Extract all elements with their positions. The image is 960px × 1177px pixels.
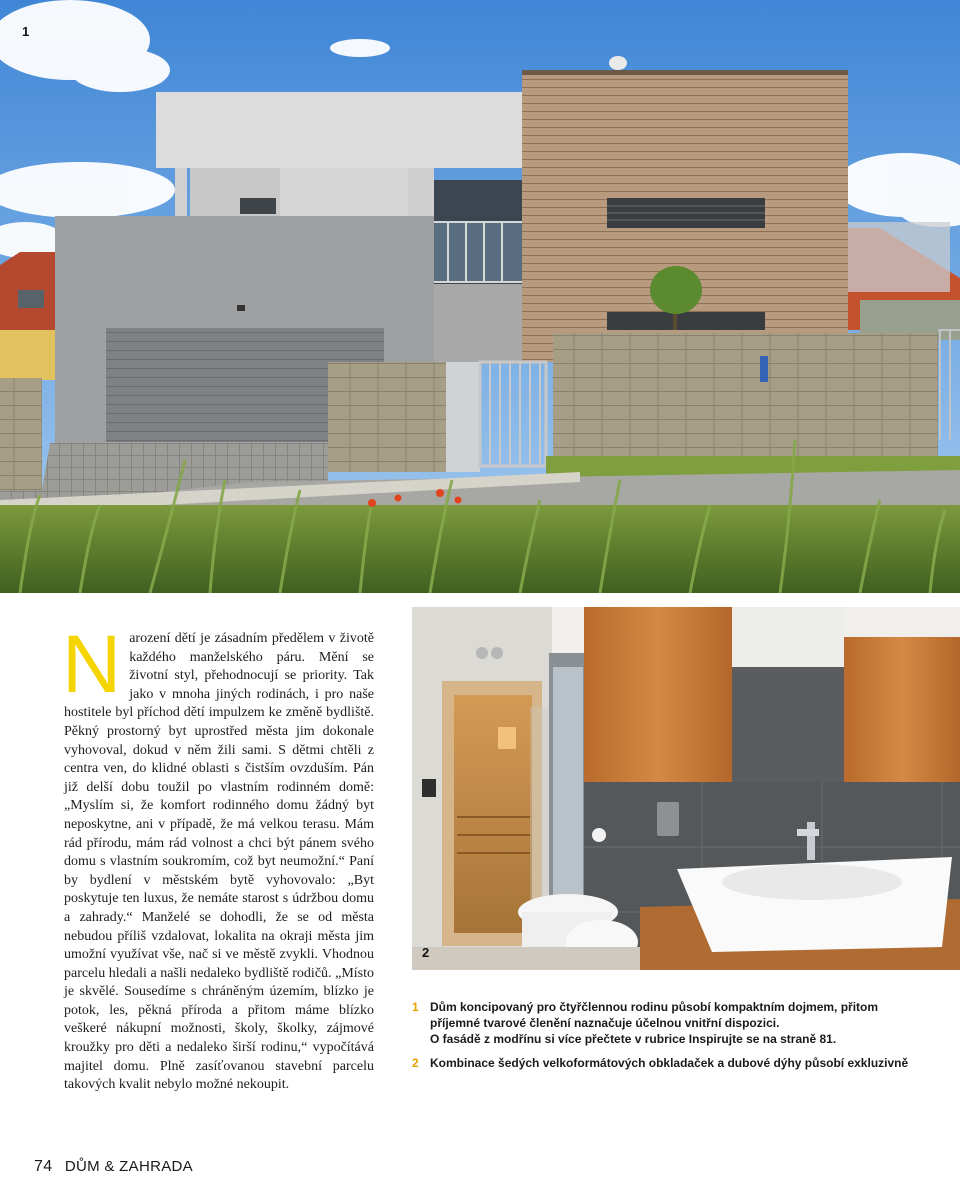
article-body: [62, 619, 374, 1095]
page-footer: [34, 1158, 193, 1176]
bathroom-photo: [412, 607, 960, 970]
photo-number: 2: [422, 945, 430, 960]
caption-number: 2: [412, 1056, 419, 1070]
article-paragraph: arození dětí je zásadním předělem v životě každého manželského páru. Mění se životní styl, přehodnocují se priority. Tak jako v mnoha jiných rodinách, i pro naše hostitele byl příchod dětí impulzem ke změně bydliště. Pěkný prostorný byt uprostřed města jim dokonale vyhovoval, dokud v něm žili sami. S dětmi chtěli z centra ven, do klidné oblasti s čistším ovzduším. Pán již delší dobu toužil po vlastním rodinném domě: „Myslím si, že komfort rodinného domu žádný byt neposkytne, ani v případě, že má velkou terasu. Mám rád přírodu, mám rád volnost a chci být pánem svého domu s vlastním soukromím, což byt neumožní.“ Paní by bydlení v městském bytě vyhovovalo: „Byt poskytuje ten luxus, že nemáte starost s údržbou domu a zahrady.“ Manželé se dohodli, že se od města nebudou příliš vzdalovat, lokalita na okraji města jim umožní využívat vše, nač si ve městě zvykli. Vhodnou parcelu hledali a našli nedaleko bydliště rodičů. „Místo je skvělé. Sousedíme s chráněným územím, blízko je potok, les, pěkná příroda a přitom máme blízko veškeré nákupní možnosti, školy, školky, zájmové kroužky pro děti a nedaleko širší rodinu,“ vypočítává majitel domu. Plně zasíťovanou stavební parcelu takových kvalit nebylo možné nekoupit.: [64, 631, 374, 1093]
drop-cap: N: [62, 619, 122, 710]
caption-text: [430, 1055, 952, 1071]
photo-number: 1: [22, 24, 30, 39]
caption-number: 1: [412, 1000, 419, 1014]
caption-line: Dům koncipovaný pro čtyřčlennou rodinu působí kompaktním dojmem, přitom: [430, 1000, 879, 1014]
bathroom-illustration: [412, 607, 960, 970]
photo-captions: [412, 999, 952, 1079]
caption-line: O fasádě z modřínu si více přečtete v rubrice Inspirujte se na straně 81.: [430, 1032, 837, 1046]
caption-text: [430, 999, 952, 1047]
caption-2: [412, 1055, 952, 1071]
page-number: 74: [34, 1158, 53, 1175]
caption-line: příjemné tvarové členění naznačuje účelnou vnitřní dispozici.: [430, 1016, 780, 1030]
caption-1: [412, 999, 952, 1047]
magazine-name: DŮM & ZAHRADA: [64, 1158, 193, 1175]
caption-line: Kombinace šedých velkoformátových obkladaček a dubové dýhy působí exkluzivně: [430, 1056, 909, 1070]
